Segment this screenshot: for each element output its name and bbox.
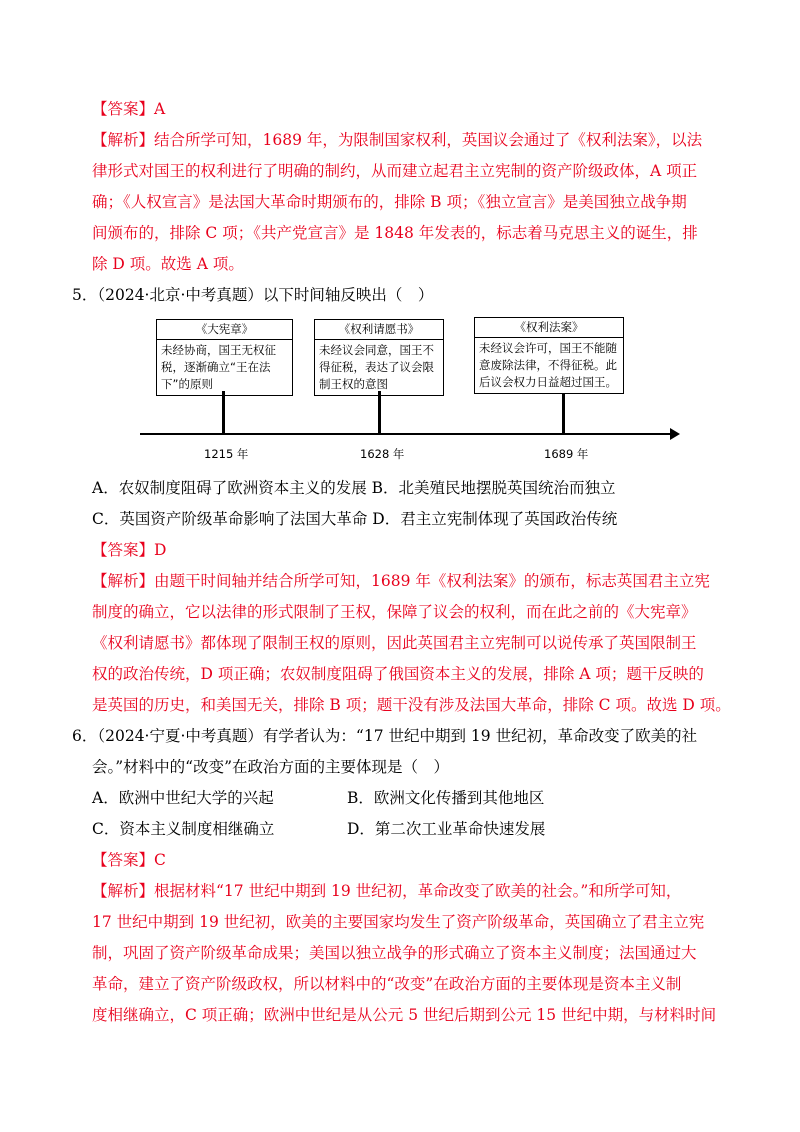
timeline-stem: [562, 393, 565, 433]
answer-label: 【答案】A: [92, 100, 166, 118]
question-6-options-row: [92, 814, 722, 845]
timeline-box-title: 《权利法案》: [475, 318, 623, 338]
question-6-stem-cont: 会。”材料中的“改变”在政治方面的主要体现是（ ）: [92, 758, 450, 776]
question-5-options-ab: A．农奴制度阻碍了欧洲资本主义的发展 B．北美殖民地摆脱英国统治而独立: [92, 479, 616, 497]
analysis-line: 确；《人权宣言》是法国大革命时期颁布的，排除 B 项；《独立宣言》是美国独立战争期: [92, 193, 687, 211]
timeline-box-title: 《大宪章》: [157, 320, 292, 340]
analysis-line: 【解析】根据材料“17 世纪中期到 19 世纪初，革命改变了欧美的社会。”和所学可知，: [92, 882, 682, 900]
analysis-line: 律形式对国王的权利进行了明确的制约，从而建立起君主立宪制的资产阶级政体，A 项正: [92, 162, 698, 180]
answer-label: 【答案】C: [92, 851, 166, 869]
timeline-box-body: 未经议会同意，国王不得征税，表达了议会限制王权的意图: [319, 343, 434, 391]
timeline-box-petition-of-right: [314, 319, 444, 396]
timeline-box-magna-carta: [156, 319, 293, 396]
timeline-year: 1628 年: [360, 447, 405, 461]
answer-label: 【答案】D: [92, 541, 167, 559]
timeline-stem: [378, 391, 381, 433]
timeline-figure: [140, 317, 700, 467]
analysis-line: 制度的确立，它以法律的形式限制了王权，保障了议会的权利，而在此之前的《大宪章》: [92, 603, 697, 621]
timeline-box-body: 未经议会许可，国王不能随意废除法律，不得征税。此后议会权力日益超过国王。: [479, 341, 617, 389]
analysis-line: 是英国的历史，和美国无关，排除 B 项；题干没有涉及法国大革命，排除 C 项。故选 D 项。: [92, 696, 731, 714]
question-6-options-row: [92, 783, 722, 814]
document-page: [72, 94, 731, 1031]
analysis-line: 【解析】结合所学可知，1689 年，为限制国家权利，英国议会通过了《权利法案》，以法: [92, 131, 703, 149]
analysis-line: 【解析】由题干时间轴并结合所学可知，1689 年《权利法案》的颁布，标志英国君主立宪: [92, 572, 710, 590]
analysis-line: 制，巩固了资产阶级革命成果；美国以独立战争的形式确立了资本主义制度；法国通过大: [92, 944, 697, 962]
analysis-line: 间颁布的，排除 C 项；《共产党宣言》是 1848 年发表的，标志着马克思主义的诞生，排: [92, 224, 698, 242]
analysis-line: 度相继确立，C 项正确；欧洲中世纪是从公元 5 世纪后期到公元 15 世纪中期，与材料时间: [92, 1006, 717, 1024]
timeline-axis: [140, 433, 672, 435]
timeline-box-body: 未经协商，国王无权征税，逐渐确立“王在法下”的原则: [161, 343, 276, 391]
option-a: A．欧洲中世纪大学的兴起: [92, 789, 274, 807]
timeline-arrow-icon: [670, 428, 680, 440]
option-d: D．第二次工业革命快速发展: [347, 820, 546, 838]
analysis-line: 《权利请愿书》都体现了限制王权的原则，因此英国君主立宪制可以说传承了英国限制王: [92, 634, 697, 652]
timeline-box-title: 《权利请愿书》: [315, 320, 443, 340]
option-c: C．资本主义制度相继确立: [92, 820, 275, 838]
timeline-box-bill-of-rights: [474, 317, 624, 394]
option-b: B．欧洲文化传播到其他地区: [347, 789, 545, 807]
timeline-stem: [222, 391, 225, 433]
analysis-line: 17 世纪中期到 19 世纪初，欧美的主要国家均发生了资产阶级革命，英国确立了君主立宪: [92, 913, 705, 931]
timeline-year: 1689 年: [544, 447, 589, 461]
analysis-line: 除 D 项。故选 A 项。: [92, 255, 244, 273]
question-5-stem: 5．（2024·北京·中考真题）以下时间轴反映出（ ）: [72, 286, 434, 304]
question-6-stem: 6．（2024·宁夏·中考真题）有学者认为：“17 世纪中期到 19 世纪初，革命改变了欧美的社: [72, 727, 698, 745]
analysis-line: 权的政治传统，D 项正确；农奴制度阻碍了俄国资本主义的发展，排除 A 项；题干反映的: [92, 665, 704, 683]
analysis-line: 革命，建立了资产阶级政权，所以材料中的“改变”在政治方面的主要体现是资本主义制: [92, 975, 682, 993]
question-5-options-cd: C．英国资产阶级革命影响了法国大革命 D．君主立宪制体现了英国政治传统: [92, 510, 618, 528]
timeline-year: 1215 年: [204, 447, 249, 461]
